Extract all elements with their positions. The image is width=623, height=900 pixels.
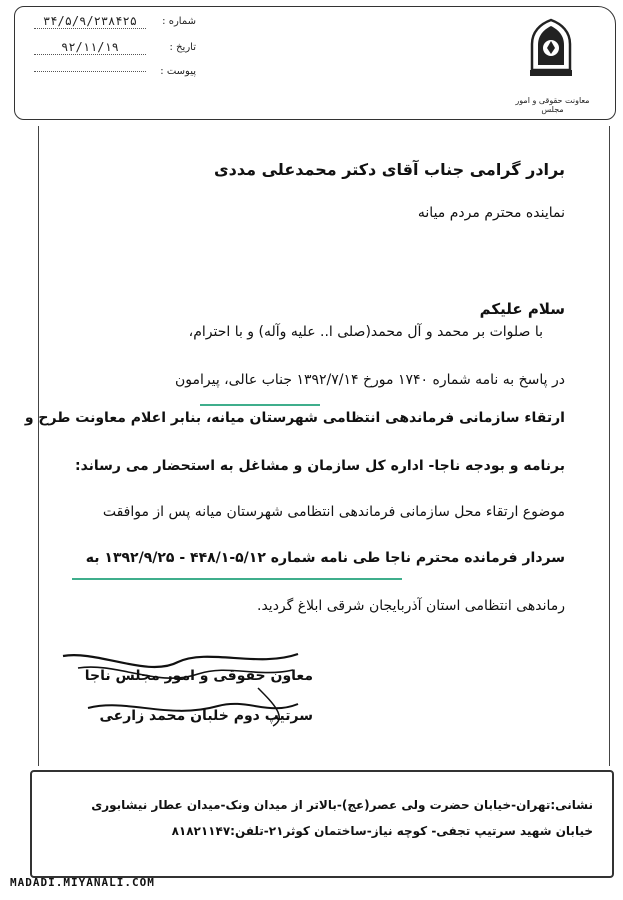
paragraph-line-2: ارتقاء سازمانی فرماندهی انتظامی شهرستان میانه، بنابر اعلام معاونت طرح و [24,410,565,426]
paragraph-line-1: در پاسخ به نامه شماره ۱۷۴۰ مورخ ۱۳۹۲/۷/۱۴ جناب عالی، پیرامون [174,372,565,388]
recipient-line-2: نماینده محترم مردم میانه [417,205,565,221]
green-underline-1 [200,404,320,406]
paragraph-line-6: رماندهی انتظامی استان آذربایجان شرقی ابلاغ گردید. [257,598,565,614]
letter-attachment-row [34,66,196,77]
attachment-value [34,71,146,72]
letter-number-row [34,14,196,29]
signer-name: سرتیپ دوم خلبان محمد زارعی [99,708,313,724]
address-line-2: خیابان شهید سرتیپ تجفی- کوچه نیاز-ساختمان کوثر۲۱-تلفن:۸۱۸۲۱۱۴۷ [171,824,593,838]
police-emblem-icon [522,18,580,78]
logo-caption: معاونت حقوقی و امور مجلس [515,96,590,114]
site-watermark: MADADI.MIYANALI.COM [10,876,155,889]
number-label: شماره : [162,16,196,27]
address-line-1: نشانی:تهران-خیابان حضرت ولی عصر(عج)-بالاتر از میدان ونک-میدان عطار نیشابوری [91,798,593,812]
paragraph-line-5: سردار فرمانده محترم ناجا طی نامه شماره ۵/۱۲-۴۴۸/۱ - ۱۳۹۲/۹/۲۵ به [85,550,565,566]
green-underline-2 [72,578,402,580]
handwritten-signature-icon [58,648,308,728]
number-value: ۳۴/۵/۹/۲۳۸۴۲۵ [34,14,146,29]
date-label: تاریخ : [169,42,196,53]
attachment-label: پیوست : [160,66,196,77]
paragraph-line-3: برنامه و بودجه ناجا- اداره کل سازمان و مشاغل به استحضار می رساند: [74,458,565,474]
paragraph-line-4: موضوع ارتقاء محل سازمانی فرماندهی انتظامی شهرستان میانه پس از موافقت [102,504,565,520]
recipient-line-1: برادر گرامی جناب آقای دکتر محمدعلی مددی [214,160,565,179]
letter-date-row [34,40,196,55]
signer-title: معاون حقوقی و امور مجلس ناجا [84,668,313,684]
date-value: ۹۲/۱۱/۱۹ [34,40,146,55]
salutation: با صلوات بر محمد و آل محمد(صلی ا.. علیه وآله) و با احترام، [188,324,543,340]
greeting: سلام علیکم [479,300,565,318]
